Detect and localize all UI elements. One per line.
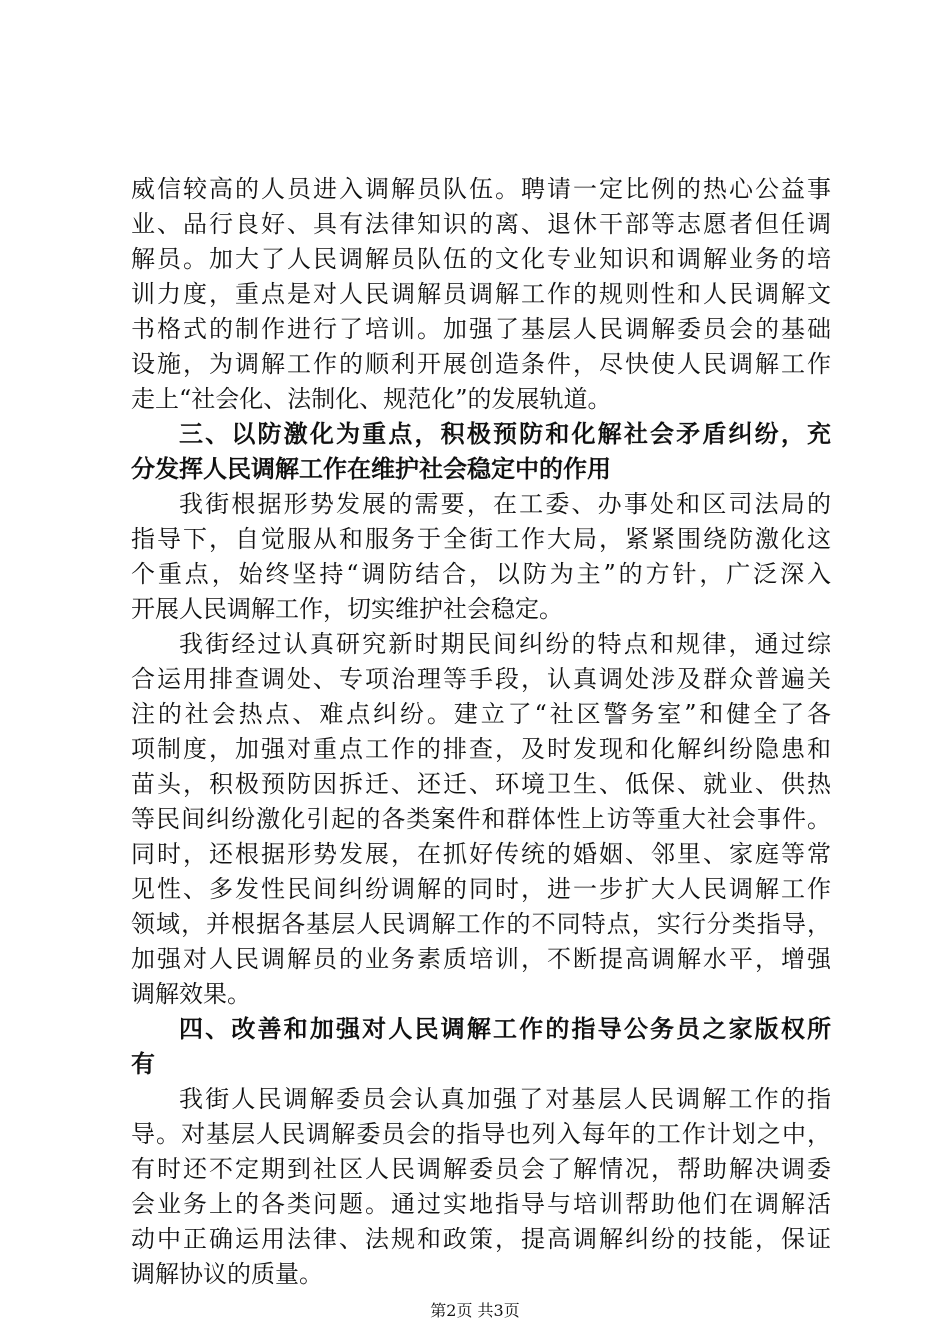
text-line: 分发挥人民调解工作在维护社会稳定中的作用 <box>131 455 611 483</box>
body-paragraph <box>131 627 831 1012</box>
text-line: 合运用排查调处、专项治理等手段，认真调处涉及群众普遍关 <box>131 665 831 693</box>
text-line: 调解协议的质量。 <box>131 1260 323 1288</box>
text-line: 有 <box>131 1050 155 1078</box>
text-line: 我街经过认真研究新时期民间纠纷的特点和规律，通过综 <box>179 630 831 658</box>
body-paragraph <box>131 487 831 627</box>
text-line: 同时，还根据形势发展，在抓好传统的婚姻、邻里、家庭等常 <box>131 840 831 868</box>
text-line: 加强对人民调解员的业务素质培训，不断提高调解水平，增强 <box>131 945 831 973</box>
text-line: 威信较高的人员进入调解员队伍。聘请一定比例的热心公益事 <box>131 175 831 203</box>
text-line: 领域，并根据各基层人民调解工作的不同特点，实行分类指导， <box>131 910 831 938</box>
text-line: 训力度，重点是对人民调解员调解工作的规则性和人民调解文 <box>131 280 831 308</box>
text-line: 见性、多发性民间纠纷调解的同时，进一步扩大人民调解工作 <box>131 875 831 903</box>
document-body <box>131 172 831 1292</box>
text-line: 书格式的制作进行了培训。加强了基层人民调解委员会的基础 <box>131 315 831 343</box>
text-line: 导。对基层人民调解委员会的指导也列入每年的工作计划之中， <box>131 1120 831 1148</box>
text-line: 我街根据形势发展的需要，在工委、办事处和区司法局的 <box>179 490 831 518</box>
body-paragraph <box>131 172 831 417</box>
text-line: 业、品行良好、具有法律知识的离、退休干部等志愿者但任调 <box>131 210 831 238</box>
text-line: 注的社会热点、难点纠纷。建立了“社区警务室”和健全了各 <box>131 700 831 728</box>
text-line: 解员。加大了人民调解员队伍的文化专业知识和调解业务的培 <box>131 245 831 273</box>
text-line: 指导下，自觉服从和服务于全街工作大局，紧紧围绕防激化这 <box>131 525 831 553</box>
text-line: 项制度，加强对重点工作的排查，及时发现和化解纠纷隐患和 <box>131 735 831 763</box>
body-paragraph <box>131 1082 831 1292</box>
text-line: 开展人民调解工作，切实维护社会稳定。 <box>131 595 563 623</box>
text-line: 个重点，始终坚持“调防结合，以防为主”的方针，广泛深入 <box>131 560 831 588</box>
text-line: 会业务上的各类问题。通过实地指导与培训帮助他们在调解活 <box>131 1190 831 1218</box>
text-line: 动中正确运用法律、法规和政策，提高调解纠纷的技能，保证 <box>131 1225 831 1253</box>
text-line: 有时还不定期到社区人民调解委员会了解情况，帮助解决调委 <box>131 1155 831 1183</box>
text-line: 苗头，积极预防因拆迁、还迁、环境卫生、低保、就业、供热 <box>131 770 831 798</box>
text-line: 四、改善和加强对人民调解工作的指导公务员之家版权所 <box>179 1015 831 1043</box>
section-heading <box>131 417 831 487</box>
text-line: 走上“社会化、法制化、规范化”的发展轨道。 <box>131 385 612 413</box>
text-line: 等民间纠纷激化引起的各类案件和群体性上访等重大社会事件。 <box>131 805 831 833</box>
page-number: 第2页 共3页 <box>430 1301 520 1320</box>
text-line: 三、以防激化为重点，积极预防和化解社会矛盾纠纷，充 <box>179 420 831 448</box>
text-line: 我街人民调解委员会认真加强了对基层人民调解工作的指 <box>179 1085 831 1113</box>
text-line: 设施，为调解工作的顺利开展创造条件，尽快使人民调解工作 <box>131 350 831 378</box>
section-heading <box>131 1012 831 1082</box>
text-line: 调解效果。 <box>131 980 251 1008</box>
page-footer <box>0 1301 950 1321</box>
